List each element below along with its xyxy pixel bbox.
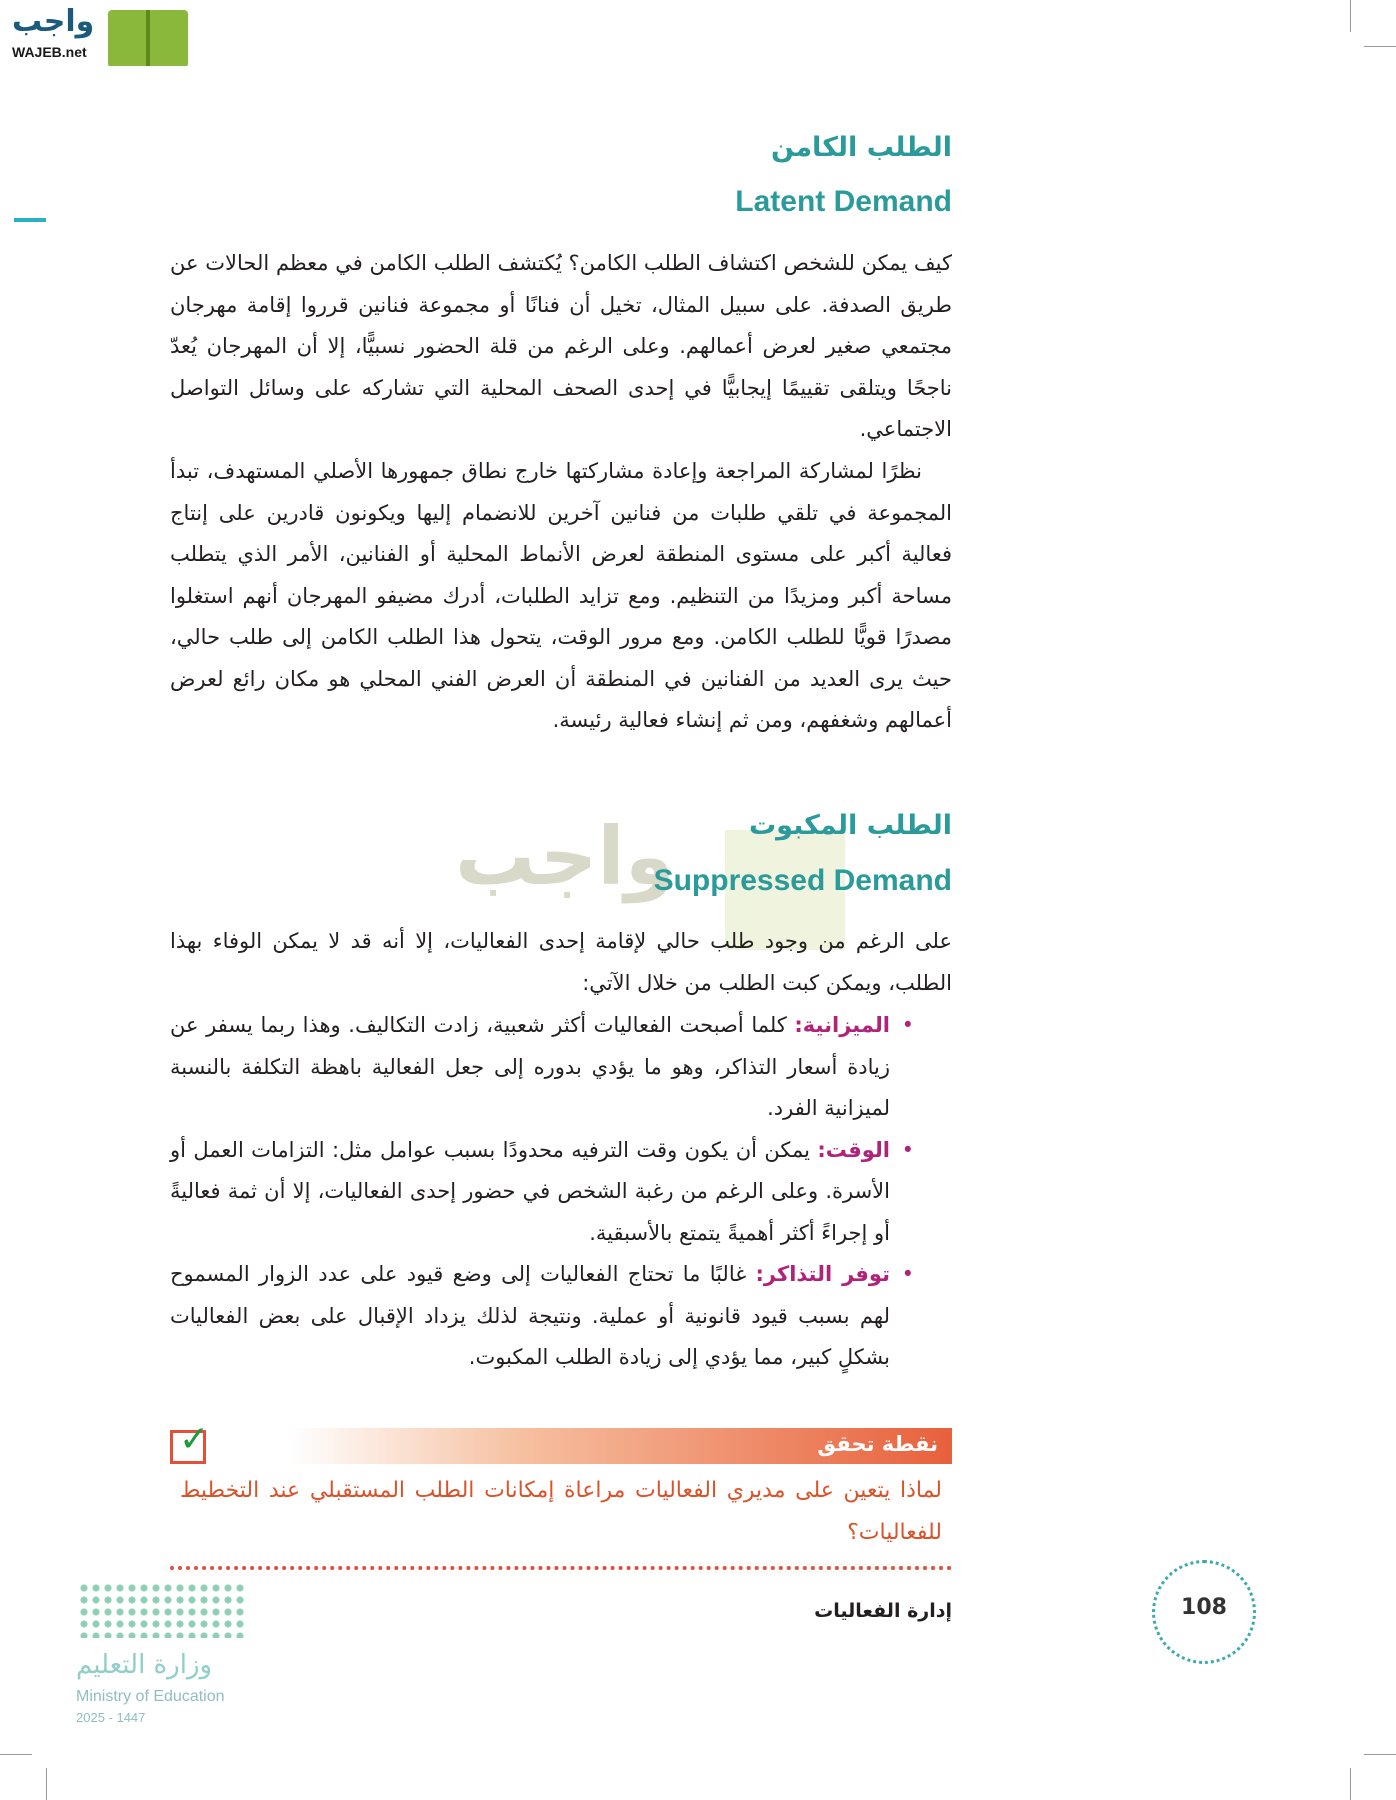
- paragraph: على الرغم من وجود طلب حالي لإقامة إحدى الفعاليات، إلا أنه قد لا يمكن الوفاء بهذا الطلب، ويمكن كبت الطلب من خلال الآتي:: [170, 929, 952, 995]
- year: 2025 - 1447: [76, 1710, 146, 1725]
- checkbox-icon: [170, 1419, 210, 1464]
- crop-mark: [1350, 1768, 1351, 1800]
- section-title-ar: الطلب المكبوت: [749, 810, 952, 841]
- crop-mark: [1350, 0, 1351, 32]
- bullet-list: [170, 1005, 952, 1379]
- crop-mark: [46, 1768, 47, 1800]
- book-title: إدارة الفعاليات: [814, 1600, 952, 1622]
- checkpoint-question: لماذا يتعين على مديري الفعاليات مراعاة إمكانات الطلب المستقبلي عند التخطيط للفعاليات؟: [180, 1478, 942, 1545]
- margin-marker: [14, 218, 46, 222]
- book-icon: [108, 10, 188, 66]
- page-number-badge: 108: [1152, 1560, 1256, 1664]
- section-title-en: Latent Demand: [735, 185, 952, 218]
- wajeb-logo[interactable]: واجب WAJEB.net: [8, 4, 190, 66]
- list-item: • الوقت: يمكن أن يكون وقت الترفيه محدودًا بسبب عوامل مثل: التزامات العمل أو الأسرة. وعلى الرغم من رغبة الشخص في حضور إحدى الفعاليات، إلا أن ثمة فعاليةً أو إجراءً أكثر أهميةً يتمتع بالأسبقية.: [170, 1130, 952, 1255]
- ministry-logo-dots: [78, 1582, 248, 1638]
- watermark: واجب: [455, 830, 815, 970]
- crop-mark: [1364, 46, 1396, 47]
- bullet-icon: •: [901, 1137, 914, 1162]
- checkmark-icon: ✓: [179, 1419, 210, 1460]
- bullet-icon: •: [901, 1262, 914, 1286]
- paragraph: نظرًا لمشاركة المراجعة وإعادة مشاركتها خارج نطاق جمهورها الأصلي المستهدف، تبدأ المجموعة في تلقي طلبات من فنانين آخرين للانضمام إليها ويكونون قادرين على إنتاج فعالية أكبر على مستوى المنطقة لعرض الأنماط المحلية أو الفنانين، الأمر الذي يتطلب مساحة أكبر ومزيدًا من التنظيم. ومع تزايد الطلبات، أدرك مضيفو المهرجان أنهم استغلوا مصدرًا قويًّا للطلب الكامن. ومع مرور الوقت، يتحول هذا الطلب الكامن إلى طلب حالي، حيث يرى العديد من الفنانين في المنطقة أن العرض الفني المحلي هو مكان رائع لعرض أعمالهم وشغفهم، ومن ثم إنشاء فعالية رئيسة.: [170, 459, 952, 732]
- section-title-ar: الطلب الكامن: [771, 132, 952, 163]
- bullet-icon: •: [901, 1013, 914, 1037]
- dotted-divider: [170, 1566, 952, 1570]
- ministry-name-en: Ministry of Education: [76, 1688, 225, 1705]
- checkpoint-banner: نقطة تحقق: [290, 1428, 952, 1464]
- section-title-en: Suppressed Demand: [653, 864, 952, 897]
- paragraph: كيف يمكن للشخص اكتشاف الطلب الكامن؟ يُكتشف الطلب الكامن في معظم الحالات عن طريق الصدفة. على سبيل المثال، تخيل أن فنانًا أو مجموعة فنانين قرروا إقامة مهرجان مجتمعي صغير لعرض أعمالهم. وعلى الرغم من قلة الحضور نسبيًّا، إلا أن المهرجان يُعدّ ناجحًا ويتلقى تقييمًا إيجابيًّا في إحدى الصحف المحلية التي تشاركه على وسائل التواصل الاجتماعي.: [170, 251, 952, 441]
- list-item: • توفر التذاكر: غالبًا ما تحتاج الفعاليات إلى وضع قيود على عدد الزوار المسموح لهم بسبب قيود قانونية أو عملية. ونتيجة لذلك يزداد الإقبال على بعض الفعاليات بشكلٍ كبير، مما يؤدي إلى زيادة الطلب المكبوت.: [170, 1254, 952, 1379]
- ministry-name-ar: وزارة التعليم: [76, 1650, 213, 1680]
- crop-mark: [1364, 1754, 1396, 1755]
- crop-mark: [0, 1754, 32, 1755]
- list-item: • الميزانية: كلما أصبحت الفعاليات أكثر شعبية، زادت التكاليف. وهذا ربما يسفر عن زيادة أسعار التذاكر، وهو ما يؤدي بدوره إلى جعل الفعالية باهظة التكلفة بالنسبة لميزانية الفرد.: [170, 1005, 952, 1130]
